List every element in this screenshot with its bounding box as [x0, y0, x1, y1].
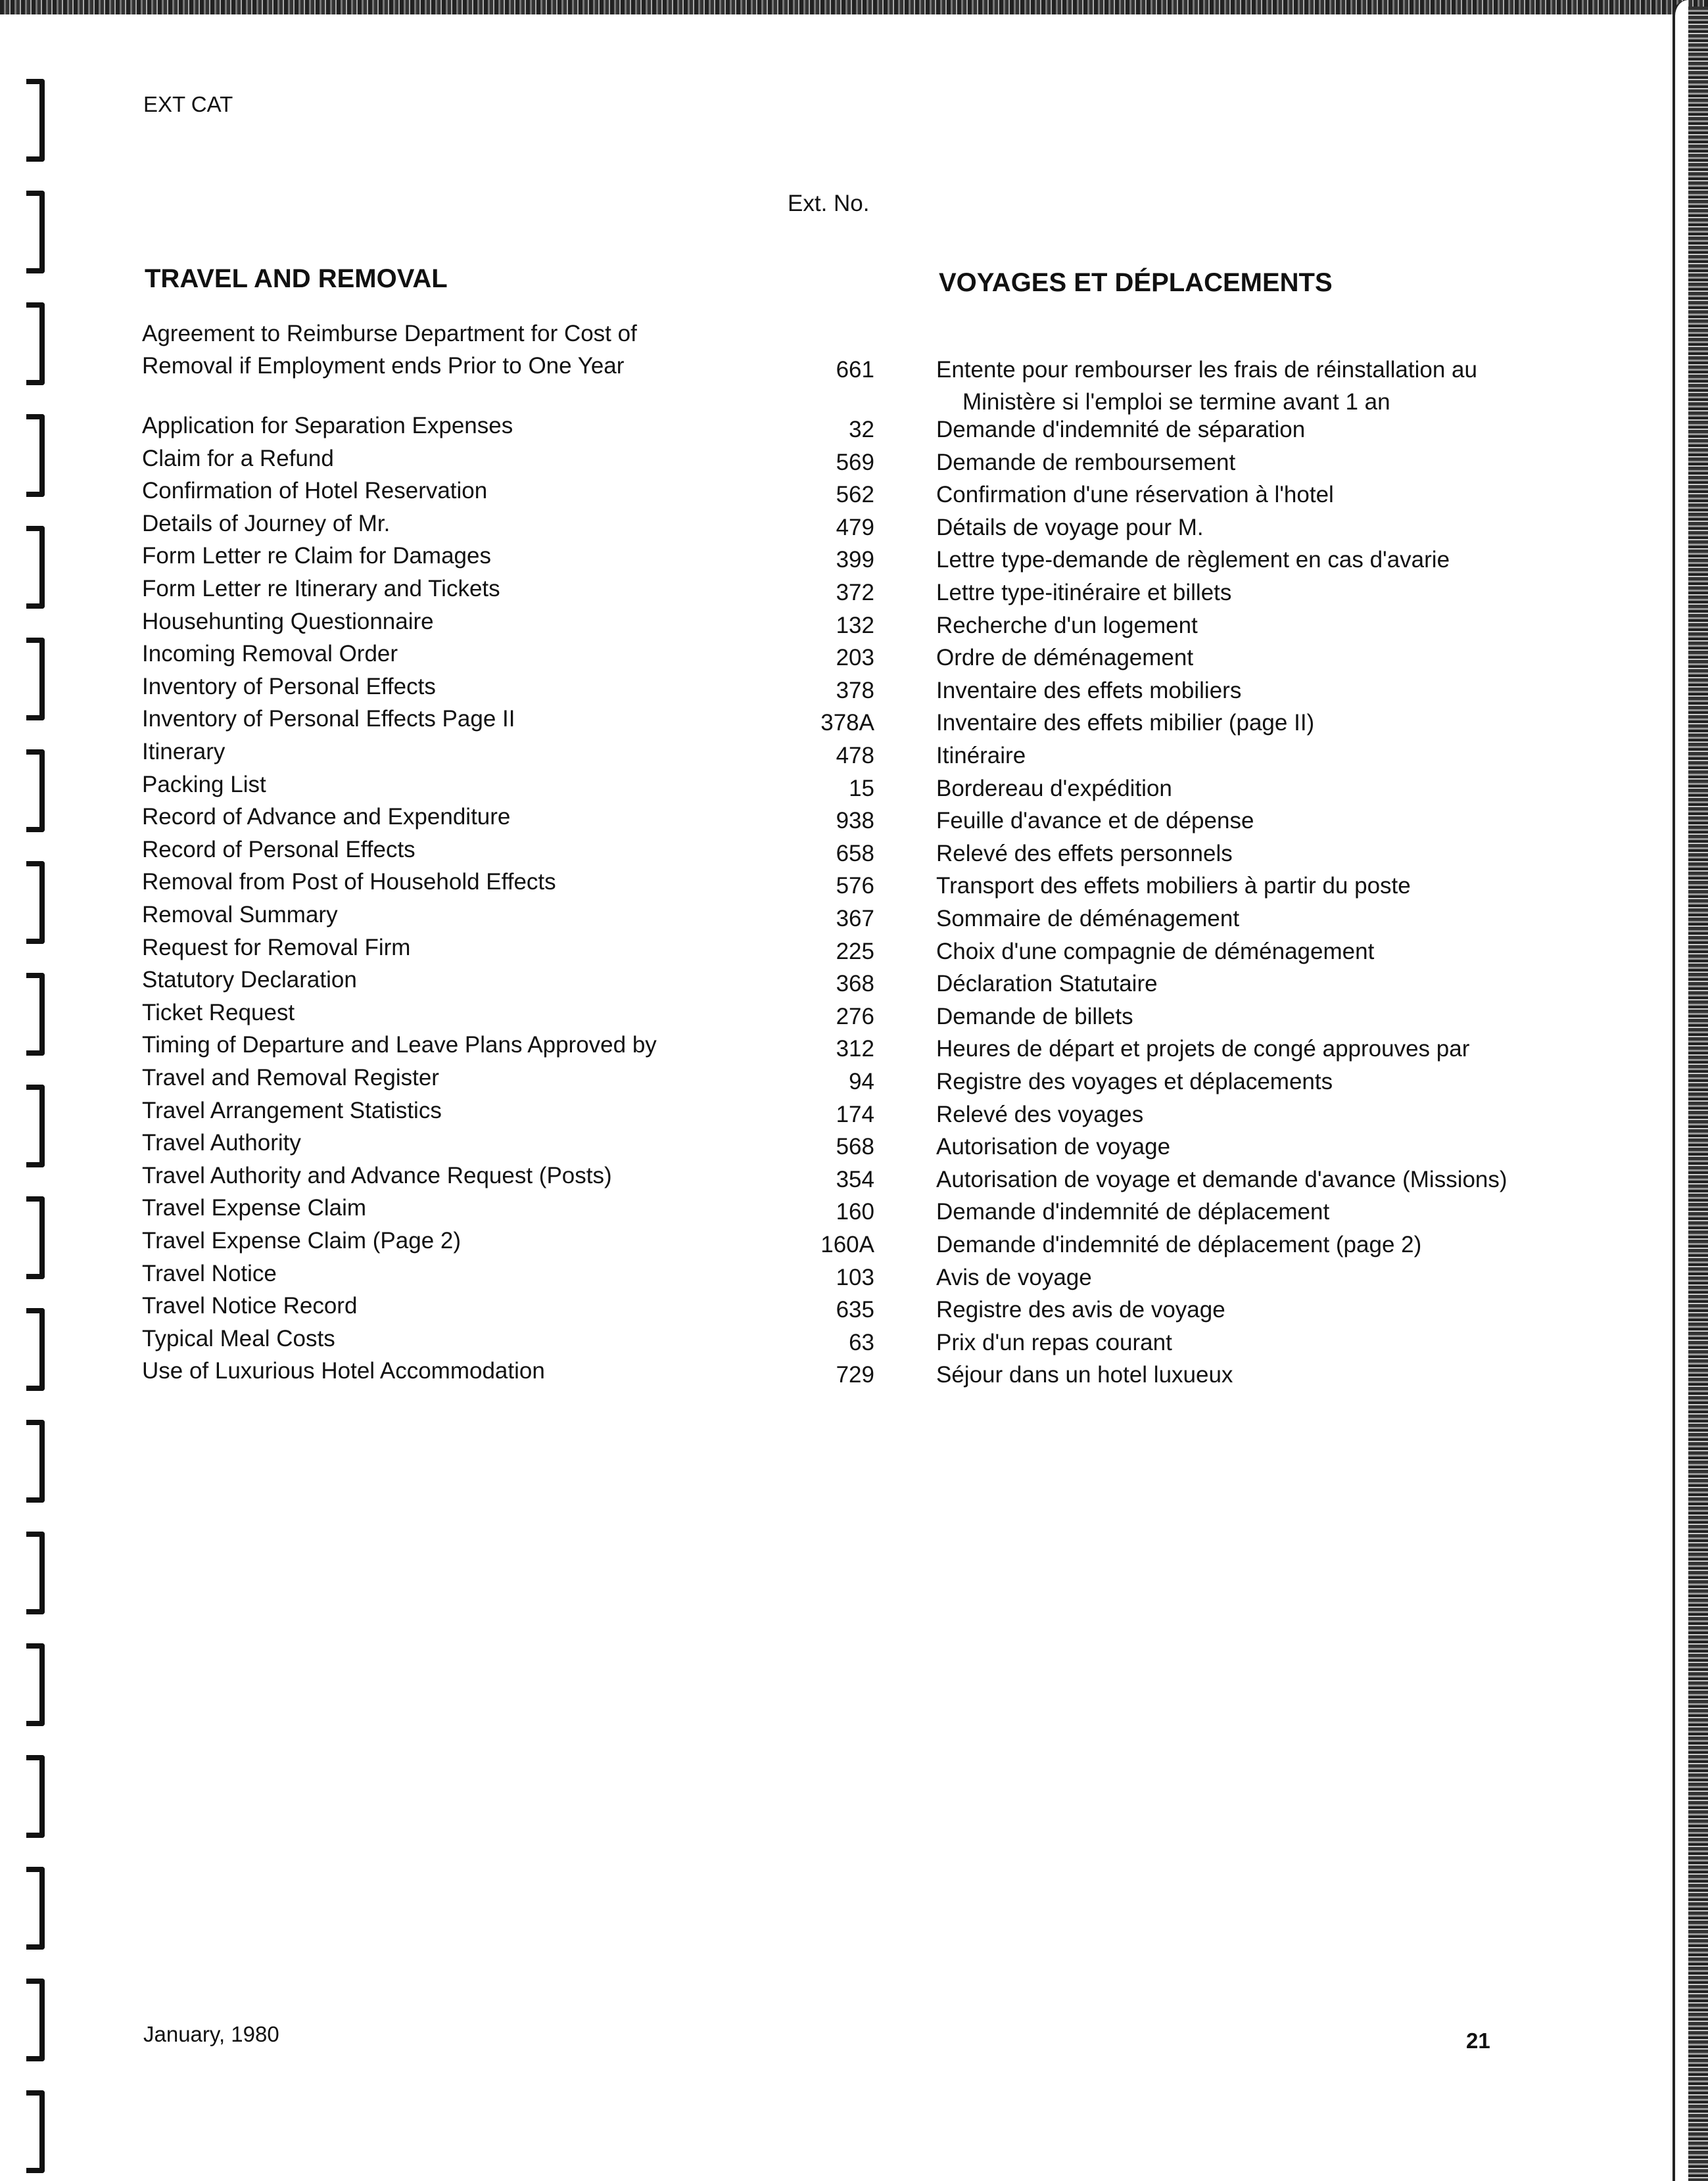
ext-number: 658 [836, 840, 874, 866]
form-name-english: Travel Expense Claim [142, 1195, 367, 1221]
form-name-french: Demande de remboursement [936, 449, 1236, 475]
form-name-english: Record of Advance and Expenditure [142, 804, 511, 830]
form-entry [0, 1065, 1708, 1098]
binder-ring [26, 79, 45, 162]
ext-number: 378 [836, 677, 874, 703]
ext-number: 15 [849, 775, 874, 801]
binder-ring [26, 191, 45, 273]
form-name-french: Sommaire de déménagement [936, 906, 1240, 931]
form-name-english: Form Letter re Itinerary and Tickets [142, 576, 500, 601]
form-entry [0, 706, 1708, 739]
form-entry [0, 1130, 1708, 1163]
section-title-french: VOYAGES ET DÉPLACEMENTS [939, 268, 1333, 297]
ext-number: 562 [836, 482, 874, 508]
ext-number: 354 [836, 1166, 874, 1192]
form-name-english-line2: Removal if Employment ends Prior to One Year [142, 353, 625, 379]
page-number: 21 [1466, 2029, 1490, 2053]
footer-date: January, 1980 [143, 2022, 279, 2046]
form-name-english: Travel Arrangement Statistics [142, 1097, 442, 1123]
form-entry [0, 446, 1708, 479]
form-entry [0, 413, 1708, 446]
form-entry [0, 674, 1708, 707]
binder-ring [26, 1643, 45, 1726]
form-name-english: Travel Authority [142, 1130, 301, 1156]
form-entry-first [0, 321, 1708, 415]
form-entry [0, 772, 1708, 805]
form-name-french: Bordereau d'expédition [936, 775, 1172, 801]
form-name-english: Statutory Declaration [142, 967, 357, 993]
form-name-french: Relevé des voyages [936, 1101, 1144, 1127]
form-entry [0, 609, 1708, 642]
form-entry [0, 1326, 1708, 1359]
ext-number: 203 [836, 645, 874, 671]
form-entry [0, 935, 1708, 968]
form-entry [0, 1032, 1708, 1065]
ext-number: 378A [820, 710, 874, 736]
form-name-french: Séjour dans un hotel luxueux [936, 1362, 1233, 1388]
category-code: EXT CAT [143, 92, 233, 116]
form-name-french: Feuille d'avance et de dépense [936, 808, 1254, 834]
form-entry [0, 902, 1708, 935]
form-name-french: Demande d'indemnité de séparation [936, 417, 1306, 442]
ext-number: 368 [836, 971, 874, 997]
ext-no-column-header: Ext. No. [788, 191, 870, 216]
section-title-english: TRAVEL AND REMOVAL [145, 264, 448, 293]
ext-number: 103 [836, 1264, 874, 1290]
form-name-french: Avis de voyage [936, 1264, 1092, 1290]
form-name-french: Relevé des effets personnels [936, 840, 1233, 866]
binder-ring [26, 1532, 45, 1614]
form-entry [0, 837, 1708, 870]
form-name-french: Registre des voyages et déplacements [936, 1069, 1333, 1094]
form-name-english: Timing of Departure and Leave Plans Approved by [142, 1032, 657, 1058]
form-name-french: Déclaration Statutaire [936, 971, 1158, 997]
form-entry [0, 1293, 1708, 1326]
form-entry [0, 1000, 1708, 1033]
ext-number: 63 [849, 1329, 874, 1355]
form-entry [0, 478, 1708, 511]
form-name-english-line1: Agreement to Reimburse Department for Cost of [142, 321, 637, 346]
form-name-english: Confirmation of Hotel Reservation [142, 478, 488, 504]
ext-number: 225 [836, 938, 874, 964]
form-entry [0, 641, 1708, 674]
form-name-french: Ordre de déménagement [936, 645, 1194, 671]
ext-number: 32 [849, 417, 874, 442]
binder-ring [26, 1755, 45, 1838]
ext-number: 132 [836, 612, 874, 638]
form-name-english: Househunting Questionnaire [142, 608, 434, 634]
form-entry [0, 1358, 1708, 1391]
form-name-english: Travel Notice [142, 1260, 277, 1286]
ext-number: 576 [836, 873, 874, 899]
ext-number: 569 [836, 449, 874, 475]
form-name-english: Travel Notice Record [142, 1293, 358, 1319]
form-entry [0, 1228, 1708, 1261]
form-name-english: Request for Removal Firm [142, 934, 411, 960]
form-name-french: Lettre type-demande de règlement en cas d'avarie [936, 547, 1450, 573]
binder-ring [26, 1867, 45, 1950]
form-name-english: Travel Authority and Advance Request (Posts) [142, 1162, 612, 1188]
form-name-french: Inventaire des effets mobiliers [936, 677, 1242, 703]
form-entry [0, 543, 1708, 576]
form-name-french: Recherche d'un logement [936, 612, 1198, 638]
form-name-french: Autorisation de voyage [936, 1134, 1171, 1160]
form-name-english: Packing List [142, 771, 266, 797]
form-name-french: Demande de billets [936, 1003, 1133, 1029]
form-name-english: Application for Separation Expenses [142, 413, 513, 438]
form-name-english: Removal from Post of Household Effects [142, 869, 556, 895]
form-name-english: Typical Meal Costs [142, 1325, 335, 1351]
form-name-english: Form Letter re Claim for Damages [142, 543, 491, 569]
form-name-english: Ticket Request [142, 999, 295, 1025]
form-name-french: Heures de départ et projets de congé approuves par [936, 1036, 1470, 1062]
form-entry [0, 739, 1708, 772]
form-entry [0, 1163, 1708, 1196]
ext-number: 479 [836, 514, 874, 540]
form-entry [0, 869, 1708, 902]
ext-number: 367 [836, 906, 874, 931]
form-name-french: Inventaire des effets mibilier (page II) [936, 710, 1315, 736]
ext-number: 568 [836, 1134, 874, 1160]
ext-number: 399 [836, 547, 874, 573]
ext-number: 729 [836, 1362, 874, 1388]
form-name-french: Itinéraire [936, 743, 1026, 768]
form-name-english: Inventory of Personal Effects [142, 673, 436, 699]
form-name-english: Incoming Removal Order [142, 641, 398, 667]
form-entry [0, 804, 1708, 837]
ext-number: 160A [820, 1232, 874, 1257]
form-name-french-line2: Ministère si l'emploi se termine avant 1 an [962, 389, 1390, 415]
form-name-english: Travel Expense Claim (Page 2) [142, 1228, 462, 1254]
binder-ring [26, 2090, 45, 2173]
form-name-french-line1: Entente pour rembourser les frais de réinstallation au [936, 357, 1477, 383]
form-name-french: Registre des avis de voyage [936, 1297, 1225, 1323]
form-entry [0, 1261, 1708, 1294]
ext-number: 478 [836, 743, 874, 768]
form-name-english: Use of Luxurious Hotel Accommodation [142, 1358, 545, 1384]
form-entry [0, 511, 1708, 544]
ext-number: 372 [836, 580, 874, 605]
form-entry [0, 1098, 1708, 1131]
ext-number: 174 [836, 1101, 874, 1127]
form-name-french: Transport des effets mobiliers à partir du poste [936, 873, 1411, 899]
ext-number: 94 [849, 1069, 874, 1094]
form-name-french: Choix d'une compagnie de déménagement [936, 938, 1375, 964]
scan-top-edge [0, 0, 1708, 14]
ext-number: 635 [836, 1297, 874, 1323]
form-name-french: Demande d'indemnité de déplacement [936, 1199, 1330, 1225]
form-name-english: Claim for a Refund [142, 445, 334, 471]
form-name-english: Itinerary [142, 739, 225, 764]
form-name-french: Détails de voyage pour M. [936, 514, 1204, 540]
ext-number: 276 [836, 1003, 874, 1029]
form-name-english: Inventory of Personal Effects Page II [142, 706, 515, 732]
form-entry [0, 576, 1708, 609]
ext-number: 312 [836, 1036, 874, 1062]
ext-number: 938 [836, 808, 874, 834]
ext-number: 661 [836, 357, 874, 383]
form-name-french: Confirmation d'une réservation à l'hotel [936, 482, 1334, 508]
form-name-english: Removal Summary [142, 902, 338, 927]
form-name-french: Lettre type-itinéraire et billets [936, 580, 1232, 605]
form-entry [0, 1195, 1708, 1228]
ext-number: 160 [836, 1199, 874, 1225]
form-name-english: Details of Journey of Mr. [142, 510, 391, 536]
form-name-french: Autorisation de voyage et demande d'avance (Missions) [936, 1166, 1507, 1192]
form-name-english: Travel and Removal Register [142, 1065, 439, 1090]
form-entry [0, 967, 1708, 1000]
form-name-french: Prix d'un repas courant [936, 1329, 1172, 1355]
form-name-french: Demande d'indemnité de déplacement (page 2) [936, 1232, 1422, 1257]
binder-ring [26, 1420, 45, 1503]
binder-ring [26, 1979, 45, 2061]
form-name-english: Record of Personal Effects [142, 836, 415, 862]
